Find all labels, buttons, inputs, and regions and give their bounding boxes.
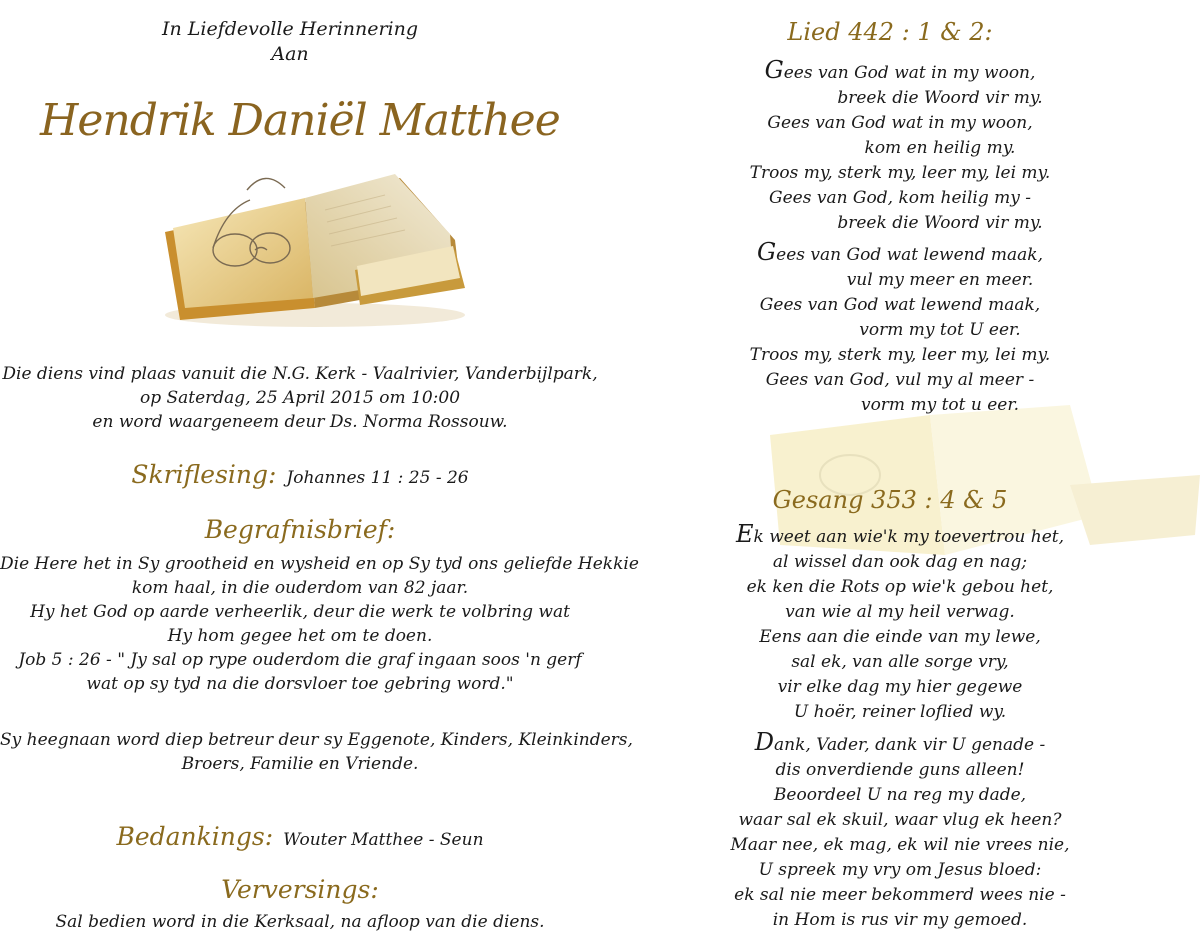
verse-text: k weet aan wie'k my toevertrou het,: [753, 527, 1065, 547]
verse-text: vul my meer en meer.: [846, 270, 1034, 290]
obituary-line: Die Here het in Sy grootheid en wysheid en op Sy tyd ons geliefde Hekkie: [0, 554, 639, 574]
verse-line: [600, 783, 1200, 808]
hymn1-verse2: [600, 240, 1200, 418]
memorial-line-1: In Liefdevolle Herinnering: [161, 18, 419, 40]
verse-text: ees van God wat lewend maak,: [776, 245, 1043, 265]
mourners-line: Sy heegnaan word diep betreur deur sy Eggenote, Kinders, Kleinkinders,: [0, 730, 633, 750]
verse-text: breek die Woord vir my.: [837, 88, 1043, 108]
verse-text: van wie al my heil verwag.: [785, 602, 1015, 622]
thanks-value: Wouter Matthee - Seun: [283, 830, 484, 850]
service-line: Die diens vind plaas vanuit die N.G. Kerk - Vaalrivier, Vanderbijlpark,: [2, 364, 598, 384]
verse-text: Gees van God, kom heilig my -: [769, 188, 1031, 208]
memorial-line-2: Aan: [271, 43, 309, 65]
verse-line: [600, 268, 1200, 293]
verse-line: [600, 675, 1200, 700]
verse-text: Gees van God, vul my al meer -: [765, 370, 1035, 390]
scripture-heading: Skriflesing:: [131, 460, 277, 489]
scripture-value: Johannes 11 : 25 - 26: [286, 468, 469, 488]
verse-line: [600, 908, 1200, 933]
drop-cap: E: [735, 520, 754, 548]
verse-line: [600, 858, 1200, 883]
obituary-line: wat op sy tyd na die dorsvloer toe gebring word.": [86, 674, 514, 694]
refreshments-value: Sal bedien word in die Kerksaal, na afloop van die diens.: [55, 912, 545, 932]
thanks-row: [0, 822, 600, 851]
hymn2-verse2: [600, 730, 1200, 933]
verse-line: [600, 758, 1200, 783]
verse-text: Eens aan die einde van my lewe,: [759, 627, 1041, 647]
drop-cap: G: [764, 56, 784, 84]
obituary-heading-wrap: [0, 515, 600, 544]
obituary-line: Hy hom gegee het om te doen.: [167, 626, 433, 646]
refreshments-text: [0, 910, 600, 934]
hymn1-verse1: [600, 58, 1200, 236]
verse-line: [600, 833, 1200, 858]
verse-line: [600, 86, 1200, 111]
verse-text: Gees van God wat in my woon,: [767, 113, 1033, 133]
verse-text: vir elke dag my hier gegewe: [777, 677, 1023, 697]
obituary-heading: Begrafnisbrief:: [204, 515, 396, 544]
open-book-illustration: [155, 170, 475, 330]
verse-line: [600, 161, 1200, 186]
scripture-row: [0, 460, 600, 489]
verse-text: Gees van God wat lewend maak,: [759, 295, 1041, 315]
verse-line: [600, 883, 1200, 908]
verse-line: [600, 136, 1200, 161]
verse-line: [600, 730, 1200, 758]
verse-text: vorm my tot U eer.: [859, 320, 1021, 340]
verse-line: [600, 625, 1200, 650]
verse-line: [600, 111, 1200, 136]
verse-line: [600, 700, 1200, 725]
verse-text: Beoordeel U na reg my dade,: [773, 785, 1027, 805]
mourners-text: [0, 728, 633, 776]
hymn2-verse1: [600, 522, 1200, 725]
verse-line: [600, 58, 1200, 86]
verse-line: [600, 600, 1200, 625]
verse-text: U hoër, reiner loflied wy.: [793, 702, 1007, 722]
right-panel: [600, 0, 1200, 943]
verse-text: breek die Woord vir my.: [837, 213, 1043, 233]
verse-line: [600, 368, 1200, 393]
obituary-line: Hy het God op aarde verheerlik, deur die werk te volbring wat: [30, 602, 570, 622]
verse-text: Maar nee, ek mag, ek wil nie vrees nie,: [730, 835, 1070, 855]
obituary-line: Job 5 : 26 - " Jy sal op rype ouderdom die graf ingaan soos 'n gerf: [18, 650, 582, 670]
mourners-line: Broers, Familie en Vriende.: [181, 754, 419, 774]
verse-text: ek ken die Rots op wie'k gebou het,: [746, 577, 1054, 597]
verse-text: Troos my, sterk my, leer my, lei my.: [749, 163, 1051, 183]
verse-line: [600, 575, 1200, 600]
service-details: [0, 362, 600, 434]
verse-text: sal ek, van alle sorge vry,: [791, 652, 1009, 672]
verse-line: [600, 522, 1200, 550]
drop-cap: G: [757, 238, 777, 266]
verse-line: [600, 550, 1200, 575]
obituary-line: kom haal, in die ouderdom van 82 jaar.: [131, 578, 469, 598]
verse-text: vorm my tot u eer.: [860, 395, 1020, 415]
verse-text: kom en heilig my.: [864, 138, 1016, 158]
refreshments-heading: Verversings:: [221, 875, 379, 904]
verse-line: [600, 186, 1200, 211]
verse-line: [600, 293, 1200, 318]
verse-line: [600, 650, 1200, 675]
hymn2-title: Gesang 353 : 4 & 5: [772, 486, 1008, 514]
verse-text: al wissel dan ook dag en nag;: [772, 552, 1028, 572]
verse-text: U spreek my vry om Jesus bloed:: [758, 860, 1042, 880]
verse-line: [600, 393, 1200, 418]
verse-line: [600, 211, 1200, 236]
verse-line: [600, 343, 1200, 368]
verse-text: Troos my, sterk my, leer my, lei my.: [749, 345, 1051, 365]
verse-line: [600, 240, 1200, 268]
verse-text: in Hom is rus vir my gemoed.: [772, 910, 1028, 930]
hymn1-title: Lied 442 : 1 & 2:: [787, 18, 993, 46]
refreshments-heading-wrap: [0, 875, 600, 904]
drop-cap: D: [754, 728, 775, 756]
obituary-text: [0, 552, 639, 696]
service-line: en word waargeneem deur Ds. Norma Rossouw.: [92, 412, 508, 432]
verse-text: waar sal ek skuil, waar vlug ek heen?: [738, 810, 1062, 830]
verse-text: dis onverdiende guns alleen!: [775, 760, 1025, 780]
verse-text: ek sal nie meer bekommerd wees nie -: [734, 885, 1066, 905]
verse-line: [600, 808, 1200, 833]
verse-text: ees van God wat in my woon,: [783, 63, 1036, 83]
service-line: op Saterdag, 25 April 2015 om 10:00: [139, 388, 461, 408]
thanks-heading: Bedankings:: [116, 822, 274, 851]
deceased-name: Hendrik Daniël Matthee: [40, 95, 560, 146]
verse-text: ank, Vader, dank vir U genade -: [774, 735, 1046, 755]
verse-line: [600, 318, 1200, 343]
